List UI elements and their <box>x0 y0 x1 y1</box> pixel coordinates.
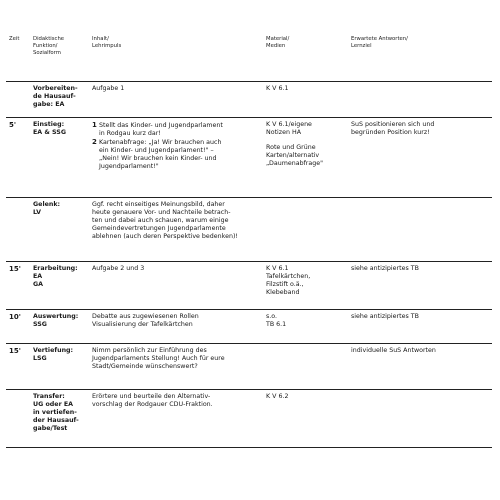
phase-line: Auswertung: <box>33 313 79 320</box>
phase-line: Einstieg: <box>33 121 65 128</box>
table-row-auswertung <box>6 310 492 344</box>
cell-zeit: 5' <box>6 118 30 198</box>
cell-inhalt <box>89 344 263 390</box>
phase-line: de Hausauf- <box>33 93 76 101</box>
phase-line: EA <box>33 273 43 281</box>
inhalt-line: Aufgabe 2 und 3 <box>92 265 145 272</box>
item-number: 1 <box>92 121 97 129</box>
cell-zeit: 15' <box>6 344 30 390</box>
cell-antworten <box>348 262 492 310</box>
table-row-transfer <box>6 390 492 448</box>
material-line: Karten/alternativ <box>266 152 320 160</box>
cell-inhalt <box>89 198 263 262</box>
phase-line: LSG <box>33 355 47 363</box>
phase-line: gabe/Test <box>33 425 68 433</box>
cell-material <box>263 344 348 390</box>
inhalt-line: Aufgabe 1 <box>92 85 125 92</box>
material-line: Tafelkärtchen, <box>266 273 311 281</box>
cell-phase <box>30 390 89 448</box>
cell-material <box>263 118 348 198</box>
lesson-plan-table <box>6 36 492 448</box>
cell-antworten <box>348 310 492 344</box>
header-antworten <box>348 36 492 82</box>
antworten-line: begründen Position kurz! <box>351 129 430 137</box>
cell-phase <box>30 310 89 344</box>
table-row-erarbeitung <box>6 262 492 310</box>
cell-material <box>263 310 348 344</box>
cell-phase <box>30 262 89 310</box>
item-text: Jugendparlament!" <box>99 163 159 171</box>
inhalt-line: Ggf. recht einseitiges Meinungsbild, daher <box>92 201 225 208</box>
material-line: Klebeband <box>266 289 300 297</box>
material-line: K V 6.1/eigene <box>266 121 312 128</box>
cell-antworten <box>348 344 492 390</box>
inhalt-line: Nimm persönlich zur Einführung des <box>92 347 207 354</box>
inhalt-line: Debatte aus zugewiesenen Rollen <box>92 313 199 320</box>
inhalt-line: heute genauere Vor- und Nachteile betrach- <box>92 209 231 217</box>
header-material <box>263 36 348 82</box>
header-row <box>6 36 492 82</box>
cell-material <box>263 82 348 118</box>
phase-line: GA <box>33 281 44 289</box>
material-line: TB 6.1 <box>266 321 287 329</box>
header-antworten-line: Erwartete Antworten/ <box>351 36 408 42</box>
numbered-item <box>92 121 260 130</box>
phase-line: Vertiefung: <box>33 347 74 354</box>
phase-line: in vertiefen- <box>33 409 77 417</box>
cell-material <box>263 390 348 448</box>
item-text: Kartenabfrage: „Ja! Wir brauchen auch <box>99 139 222 147</box>
antworten-line: siehe antizipiertes TB <box>351 313 419 320</box>
material-line: Rote und Grüne <box>266 144 316 152</box>
cell-phase <box>30 344 89 390</box>
material-line: Notizen HA <box>266 129 301 137</box>
cell-zeit <box>6 82 30 118</box>
phase-line: Gelenk: <box>33 201 61 208</box>
material-line: K V 6.1 <box>266 265 289 272</box>
table-row-vertiefung <box>6 344 492 390</box>
table-row-einstieg <box>6 118 492 198</box>
cell-inhalt <box>89 390 263 448</box>
table-row-gelenk <box>6 198 492 262</box>
inhalt-line: Gemeindevertretungen Jugendparlamente <box>92 225 226 233</box>
header-zeit-text: Zeit <box>9 36 20 42</box>
header-inhalt-line: Inhalt/ <box>92 36 109 42</box>
antworten-line: SuS positionieren sich und <box>351 121 435 128</box>
header-phase <box>30 36 89 82</box>
material-line: s.o. <box>266 313 278 320</box>
header-phase-line: Sozialform <box>33 49 61 56</box>
cell-phase <box>30 118 89 198</box>
spacer <box>266 137 345 144</box>
header-phase-line: Funktion/ <box>33 42 58 49</box>
cell-material <box>263 198 348 262</box>
inhalt-line: ten und dabei auch schauen, warum einige <box>92 217 229 225</box>
phase-line: Vorbereiten- <box>33 85 78 92</box>
item-text: Stellt das Kinder- und Jugendparlament <box>99 122 223 129</box>
table-row-vorbereitung <box>6 82 492 118</box>
header-material-line: Medien <box>266 42 286 49</box>
phase-line: Erarbeitung: <box>33 265 78 272</box>
phase-line: SSG <box>33 321 47 329</box>
phase-line: gabe: EA <box>33 101 65 109</box>
phase-line: EA & SSG <box>33 129 67 137</box>
cell-zeit: 10' <box>6 310 30 344</box>
material-line: K V 6.2 <box>266 393 289 400</box>
cell-zeit: 15' <box>6 262 30 310</box>
cell-zeit <box>6 198 30 262</box>
inhalt-line: Visualisierung der Tafelkärtchen <box>92 321 193 329</box>
cell-inhalt <box>89 310 263 344</box>
header-material-line: Material/ <box>266 36 290 42</box>
cell-antworten <box>348 198 492 262</box>
cell-inhalt <box>89 118 263 198</box>
item-text: „Nein! Wir brauchen kein Kinder- und <box>99 155 217 163</box>
antworten-line: individuelle SuS Antworten <box>351 347 436 354</box>
item-text: in Rodgau kurz dar! <box>99 130 161 138</box>
cell-material <box>263 262 348 310</box>
antworten-line: siehe antizipiertes TB <box>351 265 419 272</box>
item-number: 2 <box>92 138 97 147</box>
inhalt-line: Jugendparlaments Stellung! Auch für eure <box>92 355 225 363</box>
header-inhalt-line: Lehrimpuls <box>92 42 122 49</box>
cell-antworten <box>348 390 492 448</box>
inhalt-line: Erörtere und beurteile den Alternativ- <box>92 393 211 400</box>
phase-line: UG oder EA <box>33 401 74 409</box>
material-line: Filzstift o.ä., <box>266 281 304 289</box>
inhalt-line: vorschlag der Rodgauer CDU-Fraktion. <box>92 401 213 409</box>
cell-antworten <box>348 118 492 198</box>
header-phase-line: Didaktische <box>33 36 65 42</box>
cell-zeit <box>6 390 30 448</box>
inhalt-line: ablehnen (auch deren Perspektive bedenken)! <box>92 233 238 241</box>
cell-inhalt <box>89 82 263 118</box>
header-antworten-line: Lernziel <box>351 42 372 49</box>
cell-inhalt <box>89 262 263 310</box>
phase-line: LV <box>33 209 42 217</box>
phase-line: der Hausauf- <box>33 417 79 425</box>
item-text: ein Kinder- und Jugendparlament!" – <box>99 147 214 155</box>
inhalt-line: Stadt/Gemeinde wünschenswert? <box>92 363 198 371</box>
material-line: K V 6.1 <box>266 85 289 92</box>
cell-phase <box>30 82 89 118</box>
numbered-item <box>92 138 260 147</box>
cell-phase <box>30 198 89 262</box>
phase-line: Transfer: <box>33 393 65 400</box>
cell-antworten <box>348 82 492 118</box>
header-inhalt <box>89 36 263 82</box>
header-zeit <box>6 36 30 82</box>
material-line: „Daumenabfrage" <box>266 160 324 168</box>
